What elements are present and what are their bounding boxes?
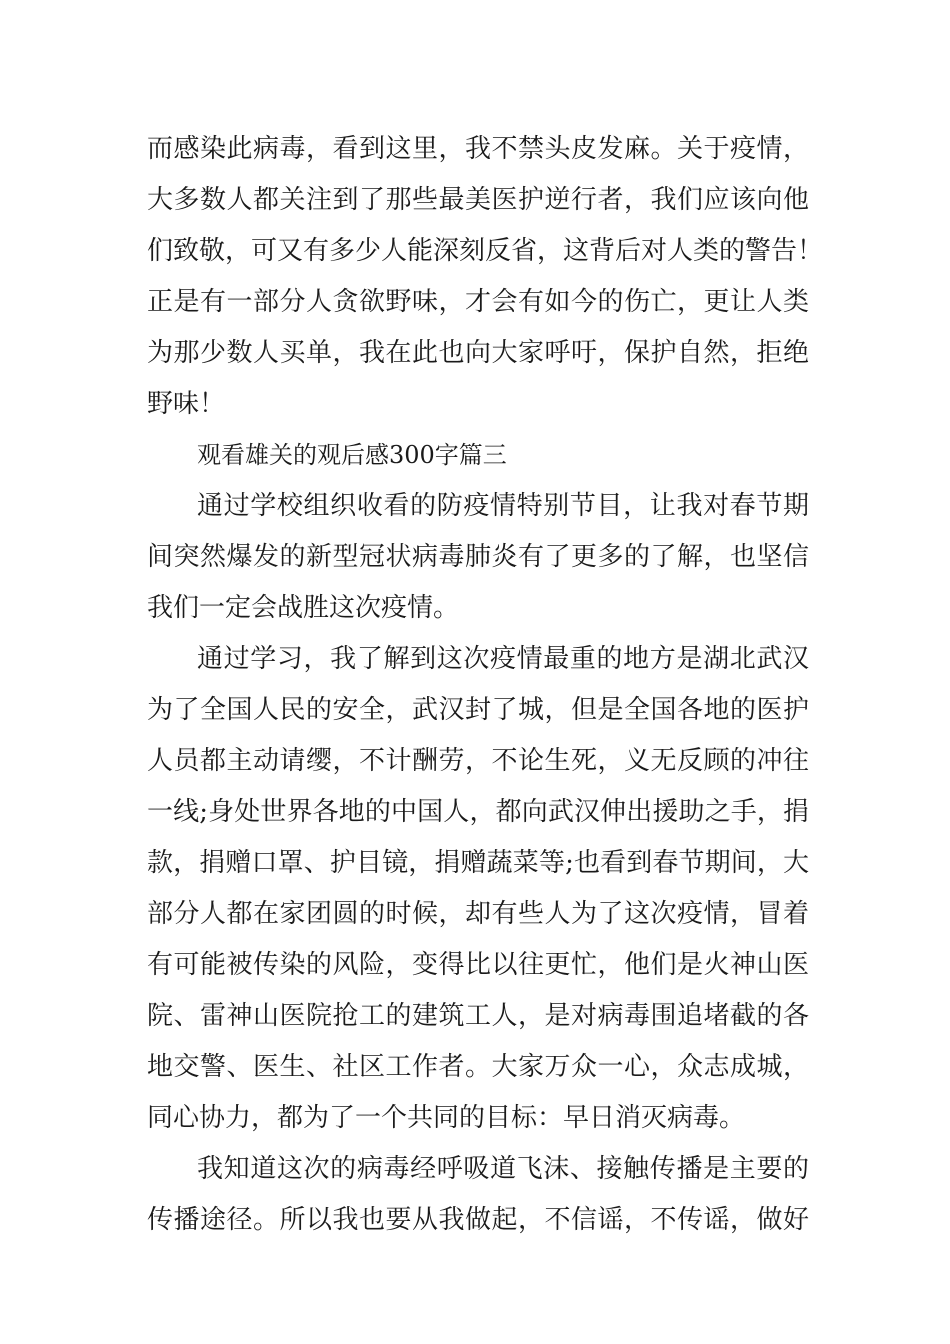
text-line: 野味！ (147, 389, 226, 419)
text-line: 通过学校组织收看的防疫情特别节目，让我对春节期 (197, 491, 809, 521)
text-line: 院、雷神山医院抢工的建筑工人，是对病毒围追堵截的各 (147, 1001, 809, 1031)
text-line: 传播途径。所以我也要从我做起，不信谣，不传谣，做好 (147, 1205, 809, 1235)
text-line: 为那少数人买单，我在此也向大家呼吁，保护自然，拒绝 (147, 338, 809, 368)
text-line: 为了全国人民的安全，武汉封了城，但是全国各地的医护 (147, 695, 809, 725)
text-line: 们致敬，可又有多少人能深刻反省，这背后对人类的警告！ (147, 236, 824, 266)
text-line: 通过学习，我了解到这次疫情最重的地方是湖北武汉 (197, 644, 809, 674)
text-line: 而感染此病毒，看到这里，我不禁头皮发麻。关于疫情， (147, 134, 809, 164)
text-line: 间突然爆发的新型冠状病毒肺炎有了更多的了解，也坚信 (147, 542, 809, 572)
text-line: 大多数人都关注到了那些最美医护逆行者，我们应该向他 (147, 185, 809, 215)
text-line: 有可能被传染的风险，变得比以往更忙，他们是火神山医 (147, 950, 809, 980)
section-heading: 观看雄关的观后感300字篇三 (197, 441, 507, 469)
text-line: 一线;身处世界各地的中国人，都向武汉伸出援助之手，捐 (147, 797, 809, 827)
text-line: 正是有一部分人贪欲野味，才会有如今的伤亡，更让人类 (147, 287, 809, 317)
text-line: 地交警、医生、社区工作者。大家万众一心，众志成城， (147, 1052, 809, 1082)
text-line: 部分人都在家团圆的时候，却有些人为了这次疫情，冒着 (147, 899, 809, 929)
body-text (147, 124, 824, 1246)
text-line: 同心协力，都为了一个共同的目标：早日消灭病毒。 (147, 1103, 746, 1133)
text-line: 我们一定会战胜这次疫情。 (147, 593, 460, 623)
text-line: 我知道这次的病毒经呼吸道飞沫、接触传播是主要的 (197, 1154, 809, 1184)
text-line: 款，捐赠口罩、护目镜，捐赠蔬菜等;也看到春节期间，大 (147, 848, 809, 878)
text-line: 人员都主动请缨，不计酬劳，不论生死，义无反顾的冲往 (147, 746, 809, 776)
